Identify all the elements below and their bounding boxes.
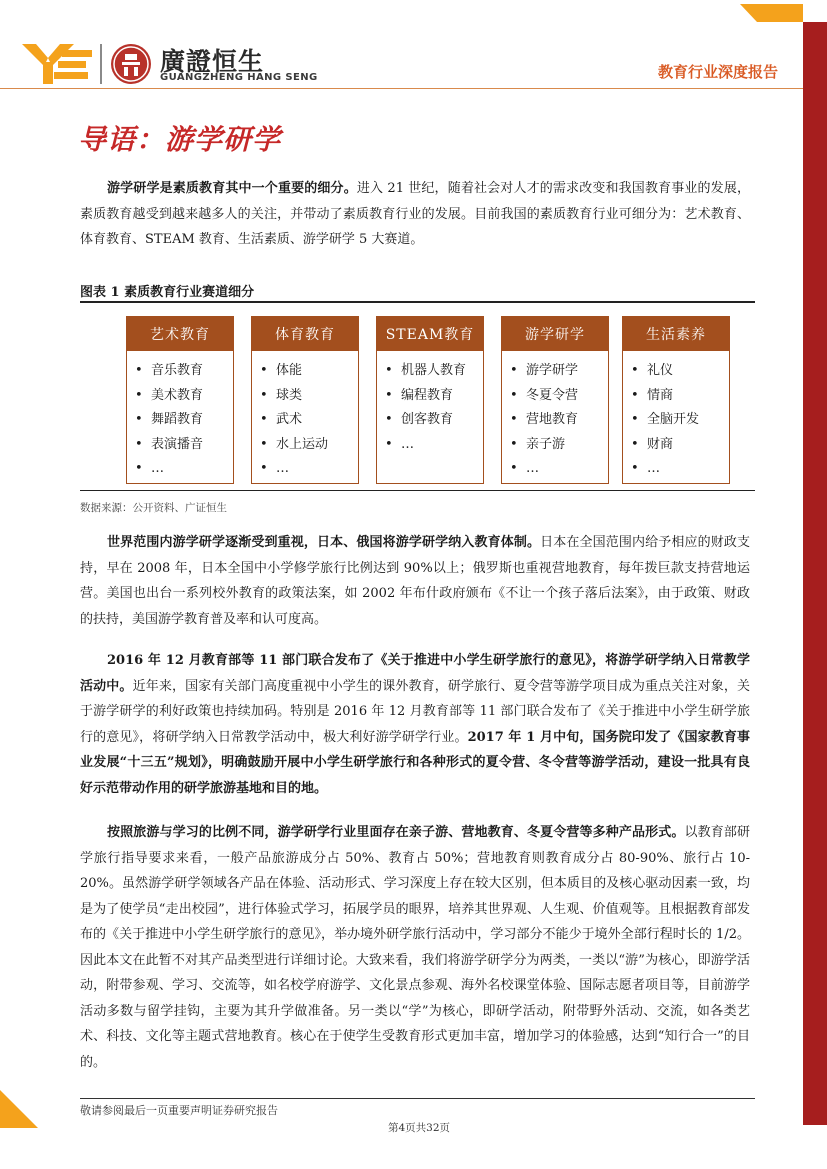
figure-bottom-rule [80,490,755,491]
product-paragraph [80,820,750,1075]
segment-item: • 机器人教育 [385,359,479,384]
figure-title: 图表 1 素质教育行业赛道细分 [80,285,255,300]
logo-separator [100,44,102,84]
segment-item: • 音乐教育 [135,359,229,384]
footer-disclaimer: 敬请参阅最后一页重要声明证券研究报告 [80,1104,278,1117]
segment-item: • 武术 [260,408,354,433]
header-divider [0,88,803,89]
segment-column-steam [376,316,484,484]
figure-source: 数据来源：公开资料、广证恒生 [80,502,227,514]
segment-item: • … [135,457,229,482]
intro-lead: 游学研学是素质教育其中一个重要的细分。 [107,181,357,196]
header-gold-tab [740,4,803,22]
policy-paragraph [80,648,750,801]
segment-item: • … [385,433,479,458]
segment-item: • 体能 [260,359,354,384]
footer-divider [80,1098,755,1099]
segment-item: • 财商 [631,433,725,458]
segment-column-study-tour [501,316,609,484]
segment-item: • 水上运动 [260,433,354,458]
segment-column-sports [251,316,359,484]
segment-column-life-skills [622,316,730,484]
policy-tail: 2017 年 1 月中旬，国务院印发了《国家教育事业发展“十三五”规划》，明确鼓励开展中小学生研学旅行和各种形式的夏令营、冬令营等游学活动，建设一批具有良好示范带动作用的研学旅游基地和目的地。 [80,729,750,796]
segment-column-art [126,316,234,484]
world-lead: 世界范围内游学研学逐渐受到重视，日本、俄国将游学研学纳入教育体制。 [107,535,541,550]
product-body: 以教育部研学旅行指导要求来看，一般产品旅游成分占 50%、教育占 50%；营地教育则教育成分占 80-90%、旅行占 10-20%。虽然游学研学领域各产品在体验、活动形式、学习深度上存在较大区别，但本质目的及核心驱动因素一致，均是为了使学员“走出校园”，进行体验式学习，拓展学员的眼界，培养其世界观、人生观、价值观等。且根据教育部发布的《关于推进中小学生研学旅行的意见》，举办境外研学旅行活动中，学习部分不能少于境外全部行程时长的 1/2。因此本文在此暂不对其产品类型进行详细讨论。大致来看，我们将游学研学分为两类，一类以“游”为核心，即游学活动，附带参观、学习、交流等，如名校学府游学、文化景点参观、海外名校课堂体验、国际志愿者项目等，目前游学活动多数与留学挂钩，主要为其升学做准备。另一类以“学”为核心，即研学活动，附带野外活动、交流，如各类艺术、科技、文化等主题式营地教育。核心在于使学生受教育形式更加丰富，增加学习的体验感，达到“知行合一”的目的。 [80,825,750,1070]
segment-item: • 亲子游 [510,433,604,458]
segment-header: STEAM教育 [377,317,483,351]
segment-item: • 游学研学 [510,359,604,384]
segment-item: • 编程教育 [385,384,479,409]
brand-name-cn: 廣證恒生 [160,47,265,76]
ye-logo-icon [22,44,94,84]
segment-item: • … [631,457,725,482]
segment-header: 艺术教育 [127,317,233,351]
segment-item: • 美术教育 [135,384,229,409]
hang-seng-seal-icon [111,44,151,84]
segment-item: • … [510,457,604,482]
product-lead: 按照旅游与学习的比例不同，游学研学行业里面存在亲子游、营地教育、冬夏令营等多种产品形式。 [107,825,685,840]
world-paragraph [80,530,750,632]
policy-lead: 2016 年 12 月教育部等 11 部门联合发布了《关于推进中小学生研学旅行的意见》，将游学研学纳入日常教学活动中。 [80,653,750,694]
intro-body: 进入 21 世纪，随着社会对人才的需求改变和我国教育事业的发展，素质教育越受到越来越多人的关注，并带动了素质教育行业的发展。目前我国的素质教育行业可细分为：艺术教育、体育教育、STEAM 教育、生活素质、游学研学 5 大赛道。 [80,181,750,247]
segment-header: 体育教育 [252,317,358,351]
world-body: 日本在全国范围内给予相应的财政支持，早在 2008 年，日本全国中小学修学旅行比例达到 90%以上；俄罗斯也重视营地教育，每年拨巨款支持营地运营。美国也出台一系列校外教育的政策法案，如 2002 年布什政府颁布《不让一个孩子落后法案》，由于政策、财政的扶持，美国游学教育普及率和认可度高。 [80,535,750,627]
segment-item: • 冬夏令营 [510,384,604,409]
page-number: 第4页共32页 [388,1122,451,1134]
footer-gold-triangle [0,1090,38,1128]
intro-paragraph [80,176,750,253]
segment-item: • 礼仪 [631,359,725,384]
segment-item: • 球类 [260,384,354,409]
segment-item: • 创客教育 [385,408,479,433]
report-type-label: 教育行业深度报告 [658,63,779,81]
figure-top-rule [80,301,755,303]
segment-item: • … [260,457,354,482]
segment-item: • 情商 [631,384,725,409]
right-edge-bar [803,22,827,1125]
segment-item: • 表演播音 [135,433,229,458]
policy-body: 近年来，国家有关部门高度重视中小学生的课外教育，研学旅行、夏令营等游学项目成为重点关注对象，关于游学研学的利好政策也持续加码。特别是 2016 年 12 月教育部等 11 部门联合发布了《关于推进中小学生研学旅行的意见》，将研学纳入日常教学活动中，极大利好游学研学行业。 [80,678,750,745]
segment-item: • 全脑开发 [631,408,725,433]
segment-item: • 舞蹈教育 [135,408,229,433]
brand-name-en: GUANGZHENG HANG SENG [160,72,318,83]
page-title: 导语：游学研学 [78,123,282,156]
segment-header: 游学研学 [502,317,608,351]
segment-item: • 营地教育 [510,408,604,433]
segment-header: 生活素养 [623,317,729,351]
